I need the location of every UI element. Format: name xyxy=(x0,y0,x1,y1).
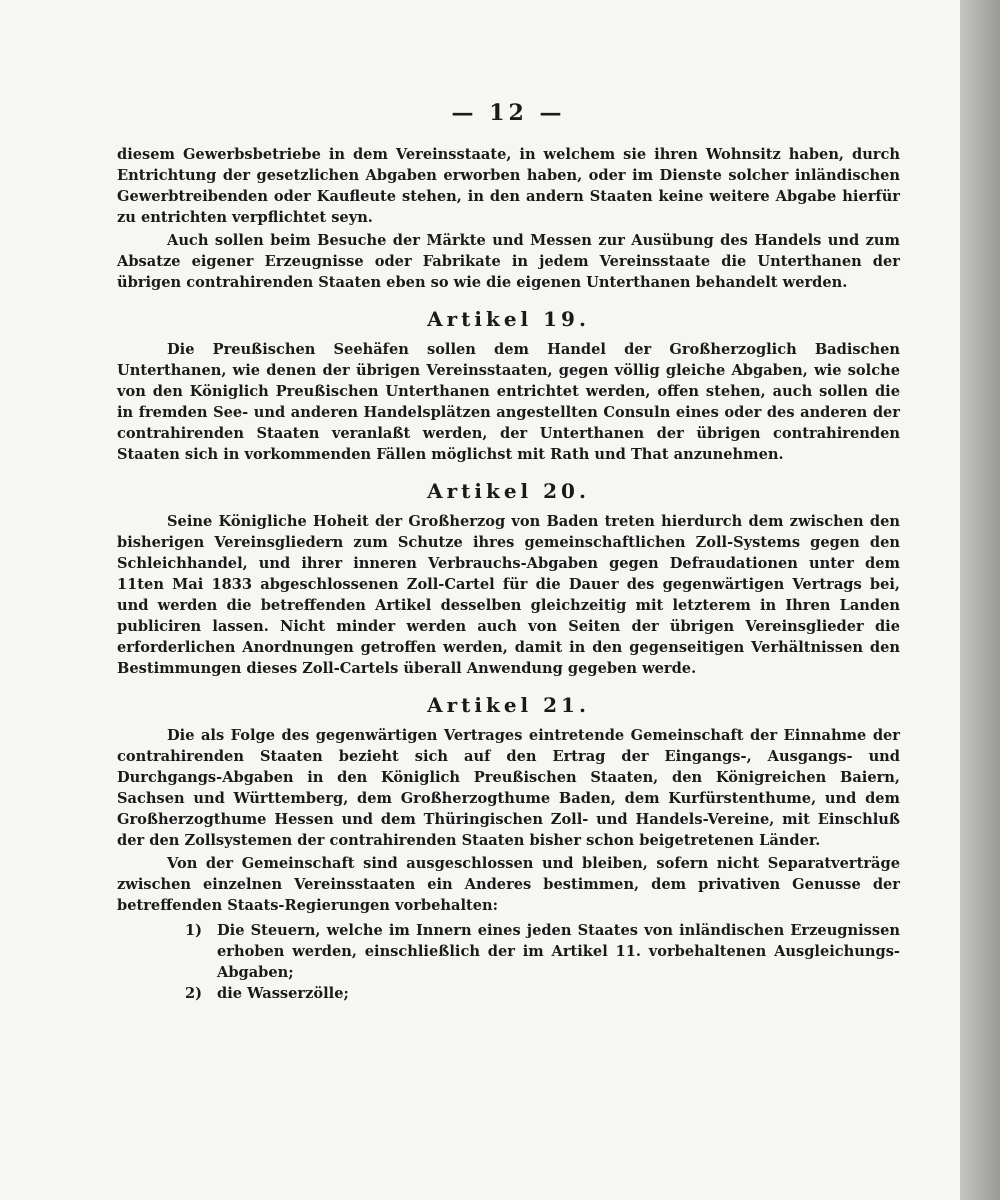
list-item-number: 1) xyxy=(185,922,203,939)
list-item-text: Die Steuern, welche im Innern eines jeden Staates von inländischen Erzeugnissen erhoben werden, einschließlich der im Artikel 11. vorbehaltenen Ausgleichungs-Abgaben; xyxy=(217,922,900,981)
article-heading: Artikel 21. xyxy=(427,693,590,717)
article-paragraph: Von der Gemeinschaft sind ausgeschlossen und bleiben, sofern nicht Separatverträge zwischen einzelnen Vereinsstaaten ein Anderes bestimmen, dem privativen Genusse der betreffenden Staats-Regierungen vorbehalten: xyxy=(117,855,900,914)
page-number: — 12 — xyxy=(451,100,566,126)
exclusion-list xyxy=(117,920,900,1004)
list-item xyxy=(117,983,900,1004)
page-content xyxy=(117,100,900,1004)
article-paragraph: Die Preußischen Seehäfen sollen dem Handel der Großherzoglich Badischen Unterthanen, wie denen der übrigen Vereinsstaaten, gegen völlig gleiche Abgaben, wie solche von den Königlich Preußischen Unterthanen entrichtet werden, offen stehen, auch sollen die in fremden See- und anderen Handelsplätzen angestellten Consuln eines oder des anderen der contrahirenden Staaten veranlaßt werden, der Unterthanen der übrigen contrahirenden Staaten sich in vorkommenden Fällen möglichst mit Rath und That anzunehmen. xyxy=(117,341,900,463)
article-paragraph: Die als Folge des gegenwärtigen Vertrages eintretende Gemeinschaft der Einnahme der contrahirenden Staaten bezieht sich auf den Ertrag der Eingangs-, Ausgangs- und Durchgangs-Abgaben in den Königlich Preußischen Staaten, den Königreichen Baiern, Sachsen und Württemberg, dem Großherzogthume Baden, dem Kurfürstenthume, und dem Großherzogthume Hessen und dem Thüringischen Zoll- und Handels-Vereine, mit Einschluß der den Zollsystemen der contrahirenden Staaten bisher schon beigetretenen Länder. xyxy=(117,727,900,849)
list-item-number: 2) xyxy=(185,985,203,1002)
article-paragraph: Seine Königliche Hoheit der Großherzog von Baden treten hierdurch dem zwischen den bisherigen Vereinsgliedern zum Schutze ihres gemeinschaftlichen Zoll-Systems gegen den Schleichhandel, und ihrer inneren Verbrauchs-Abgaben gegen Defraudationen unter dem 11ten Mai 1833 abgeschlossenen Zoll-Cartel für die Dauer des gegenwärtigen Vertrags bei, und werden die betreffenden Artikel desselben gleichzeitig mit letzterem in Ihren Landen publiciren lassen. Nicht minder werden auch von Seiten der übrigen Vereinsglieder die erforderlichen Anordnungen getroffen werden, damit in den gegenseitigen Verhältnissen den Bestimmungen dieses Zoll-Cartels überall Anwendung gegeben werde. xyxy=(117,513,900,677)
intro-paragraph: Auch sollen beim Besuche der Märkte und Messen zur Ausübung des Handels und zum Absatze eigener Erzeugnisse oder Fabrikate in jedem Vereinsstaate die Unterthanen der übrigen contrahirenden Staaten eben so wie die eigenen Unterthanen behandelt werden. xyxy=(117,232,900,291)
intro-paragraph: diesem Gewerbsbetriebe in dem Vereinsstaate, in welchem sie ihren Wohnsitz haben, durch Entrichtung der gesetzlichen Abgaben erworben haben, oder im Dienste solcher inländischen Gewerbtreibenden oder Kaufleute stehen, in den andern Staaten keine weitere Abgabe hierfür zu entrichten verpflichtet seyn. xyxy=(117,146,900,226)
list-item xyxy=(117,920,900,983)
article-heading: Artikel 20. xyxy=(427,479,590,503)
article-heading: Artikel 19. xyxy=(427,307,590,331)
list-item-text: die Wasserzölle; xyxy=(217,985,349,1002)
